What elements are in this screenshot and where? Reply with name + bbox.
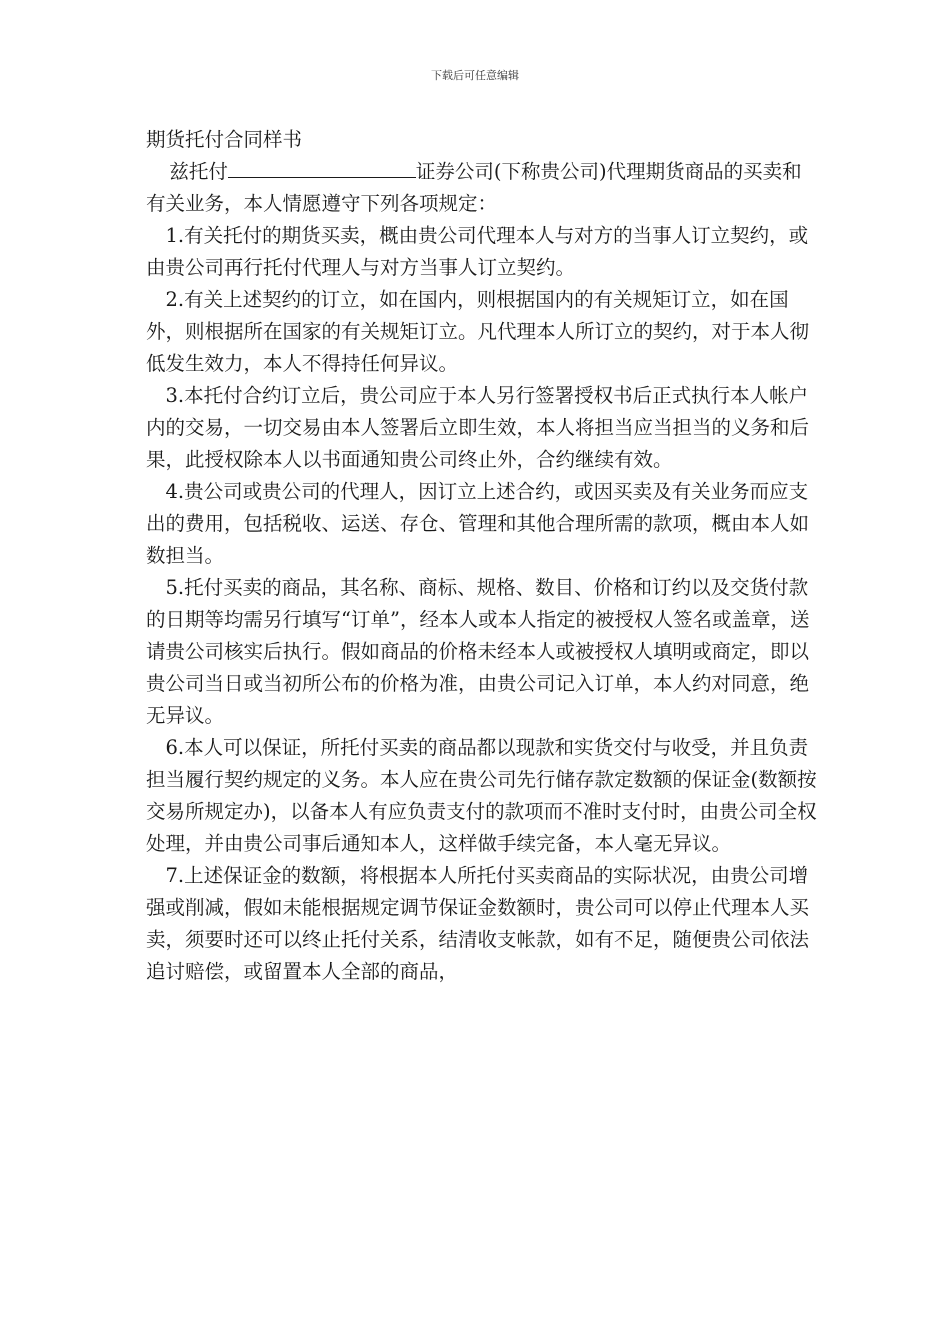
page-header: 下载后可任意编辑 bbox=[431, 69, 519, 82]
document-title: 期货托付合同样书 bbox=[146, 128, 303, 151]
document-body bbox=[146, 124, 818, 988]
clause-7: 7.上述保证金的数额，将根据本人所托付买卖商品的实际状况，由贵公司增强或削减，假如未能根据规定调节保证金数额时，贵公司可以停止代理本人买卖，须要时还可以终止托付关系，结清收支帐款，如有不足，随便贵公司依法追讨赔偿，或留置本人全部的商品， bbox=[146, 864, 810, 983]
clause-3: 3.本托付合约订立后，贵公司应于本人另行签署授权书后正式执行本人帐户内的交易，一切交易由本人签署后立即生效，本人将担当应当担当的义务和后果，此授权除本人以书面通知贵公司终止外，合约继续有效。 bbox=[146, 384, 810, 471]
clause-6: 6.本人可以保证，所托付买卖的商品都以现款和实货交付与收受，并且负责担当履行契约规定的义务。本人应在贵公司先行储存款定数额的保证金(数额按交易所规定办)，以备本人有应负责支付的款项而不准时支付时，由贵公司全权处理，并由贵公司事后通知本人，这样做手续完备，本人毫无异议。 bbox=[146, 736, 817, 855]
clause-5: 5.托付买卖的商品，其名称、商标、规格、数目、价格和订约以及交货付款的日期等均需另行填写“订单”，经本人或本人指定的被授权人签名或盖章，送请贵公司核实后执行。假如商品的价格未经本人或被授权人填明或商定，即以贵公司当日或当初所公布的价格为准，由贵公司记入订单，本人约对同意，绝无异议。 bbox=[146, 576, 810, 727]
intro-suffix: 证券公司(下称贵公司)代理期货商品的买卖和有关业务，本人情愿遵守下列各项规定： bbox=[146, 160, 802, 215]
intro-prefix: 兹托付 bbox=[169, 160, 228, 183]
fill-in-blank bbox=[228, 157, 416, 178]
clause-2: 2.有关上述契约的订立，如在国内，则根据国内的有关规矩订立，如在国外，则根据所在国家的有关规矩订立。凡代理本人所订立的契约，对于本人彻低发生效力，本人不得持任何异议。 bbox=[146, 288, 810, 375]
clause-4: 4.贵公司或贵公司的代理人，因订立上述合约，或因买卖及有关业务而应支出的费用，包括税收、运送、存仓、管理和其他合理所需的款项，概由本人如数担当。 bbox=[146, 480, 810, 567]
clause-1: 1.有关托付的期货买卖，概由贵公司代理本人与对方的当事人订立契约，或由贵公司再行托付代理人与对方当事人订立契约。 bbox=[146, 224, 809, 279]
intro-paragraph bbox=[146, 156, 818, 220]
